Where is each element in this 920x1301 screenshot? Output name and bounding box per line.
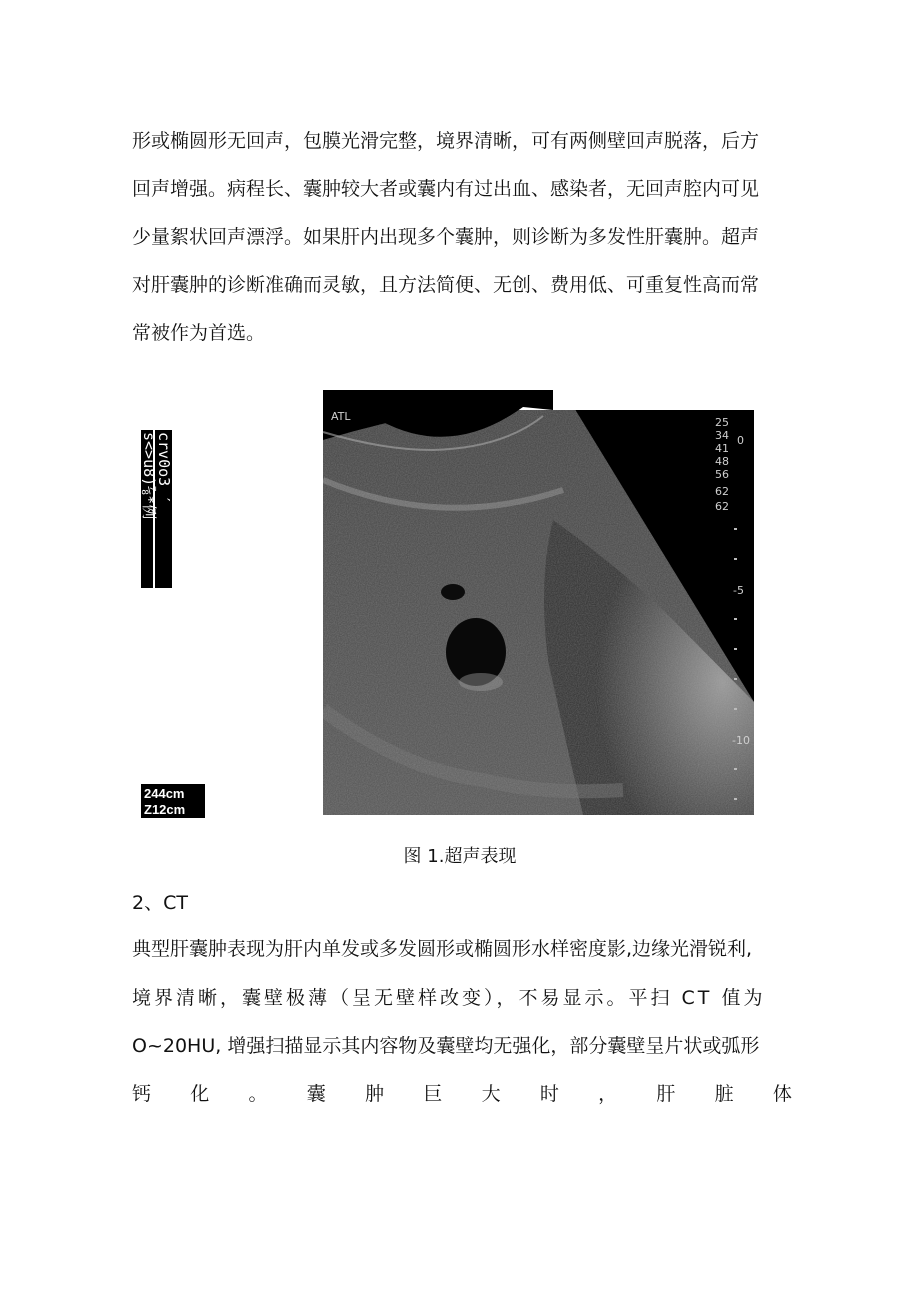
figure-caption: 图 1.超声表现 — [403, 846, 517, 867]
word: 巨 — [423, 1083, 443, 1105]
word: 。 — [248, 1083, 268, 1105]
depth-mark: -5 — [733, 584, 744, 597]
depth-label: 56 — [715, 468, 729, 481]
text-line: 形或椭圆形无回声，包膜光滑完整，境界清晰，可有两侧壁回声脱落，后方 — [132, 130, 760, 152]
word: 脏 — [714, 1083, 734, 1105]
text-line: 回声增强。病程长、囊肿较大者或囊内有过出血、感染者，无回声腔内可见 — [132, 178, 760, 200]
depth-mark: -10 — [732, 734, 750, 747]
scale-readout — [141, 784, 205, 818]
word: 囊 — [306, 1083, 326, 1105]
scanner-brand: ATL — [331, 410, 351, 423]
word: 肝 — [656, 1083, 676, 1105]
depth-label: 62 — [715, 500, 729, 513]
ultrasound-side-label — [125, 430, 173, 588]
text-line-justified — [132, 1079, 792, 1106]
depth-mark: 0 — [737, 434, 744, 447]
depth-label: 62 — [715, 485, 729, 498]
section-heading: 2、CT — [132, 892, 188, 914]
depth-label: 48 — [715, 455, 729, 468]
word: 体 — [772, 1083, 792, 1105]
word: ， — [598, 1083, 618, 1105]
text-line: 对肝囊肿的诊断准确而灵敏，且方法简便、无创、费用低、可重复性高而常 — [132, 274, 760, 296]
word: 钙 — [132, 1083, 152, 1105]
text-line: 境界清晰，囊壁极薄（呈无壁样改变），不易显示。平扫 CT 值为 — [132, 987, 766, 1009]
scale-line-1: 244cm — [144, 786, 185, 801]
ultrasound-image — [323, 410, 754, 815]
word: 大 — [481, 1083, 501, 1105]
depth-label: 25 — [715, 416, 729, 429]
text-line: 少量絮状回声漂浮。如果肝内出现多个囊肿，则诊断为多发性肝囊肿。超声 — [132, 226, 760, 248]
ultrasound-scan-graphic — [323, 410, 754, 815]
depth-label: 41 — [715, 442, 729, 455]
depth-label: 34 — [715, 429, 729, 442]
text-line: 常被作为首选。 — [132, 322, 266, 344]
scale-line-2: Z12cm — [144, 802, 186, 817]
word: 化 — [190, 1083, 210, 1105]
text-line: 典型肝囊肿表现为肝内单发或多发圆形或椭圆形水样密度影,边缘光滑锐利, — [132, 938, 753, 960]
word: 时 — [539, 1083, 559, 1105]
word: 肿 — [365, 1083, 385, 1105]
text-line: O~20HU, 增强扫描显示其内容物及囊壁均无强化，部分囊壁呈片状或弧形 — [132, 1035, 760, 1057]
side-label-text: crv0o3 ′ s<>u8)⅞*例 g' — [125, 432, 173, 523]
